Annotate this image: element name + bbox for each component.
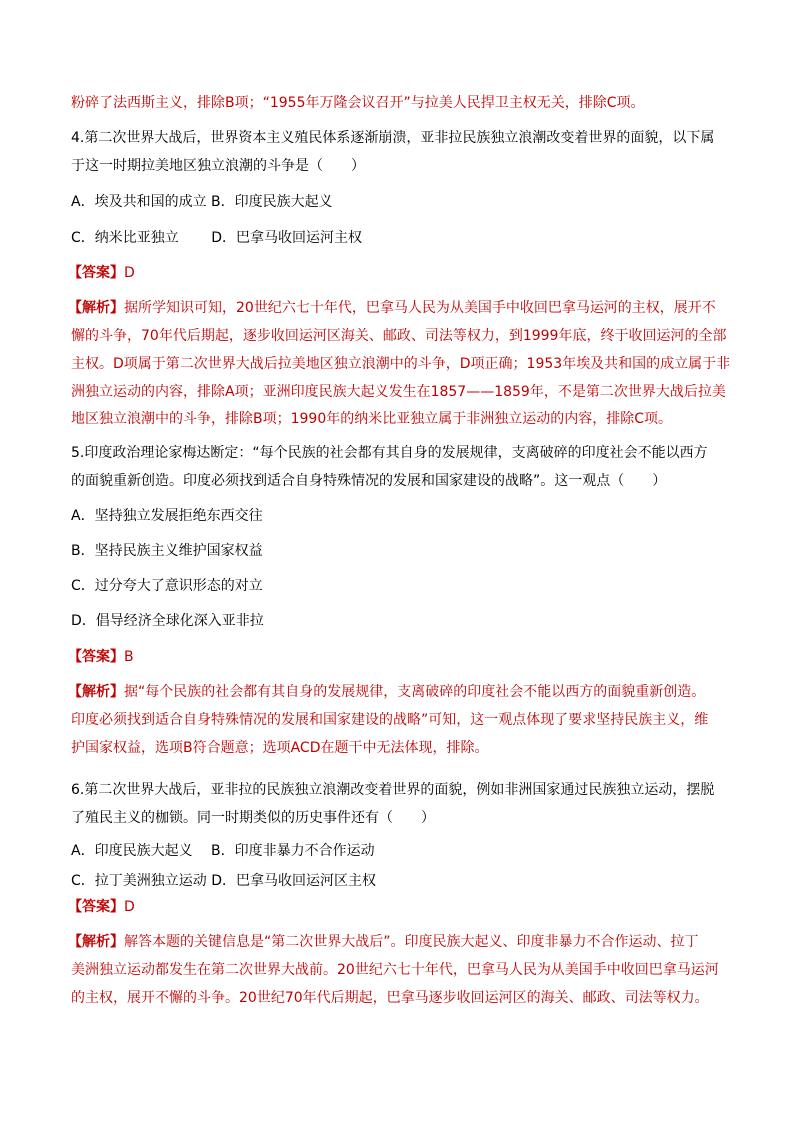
q6-answer xyxy=(68,897,135,917)
q5-option-a: A．坚持独立发展拒绝东西交往 xyxy=(71,508,263,524)
q4-analysis-line-5: 地区独立浪潮中的斗争，排除B项；1990年的纳米比亚独立属于非洲独立运动的内容，排除C项。 xyxy=(71,411,673,427)
q6-stem-line-2: 了殖民主义的枷锁。同一时期类似的历史事件还有（ ） xyxy=(71,810,435,826)
q5-analysis-line-2: 印度必须找到适合自身特殊情况的发展和国家建设的战略”可知，这一观点体现了要求坚持民族主义，维 xyxy=(71,712,709,728)
q5-analysis-line-3: 护国家权益，选项B符合题意；选项ACD在题干中无法体现，排除。 xyxy=(71,740,489,756)
q4-analysis-tag: 【解析】 xyxy=(68,300,124,316)
q6-answer-value: D xyxy=(124,899,135,915)
q4-analysis-line-1 xyxy=(68,298,716,318)
q6-options-ab: A．印度民族大起义 B．印度非暴力不合作运动 xyxy=(71,843,375,859)
q5-option-b: B．坚持民族主义维护国家权益 xyxy=(71,543,263,559)
q6-analysis-line-2: 美洲独立运动都发生在第二次世界大战前。20世纪六七十年代，巴拿马人民为从美国手中收回巴拿马运河 xyxy=(71,962,719,978)
q4-analysis-text-1: 据所学知识可知，20世纪六七十年代，巴拿马人民为从美国手中收回巴拿马运河的主权，展开不 xyxy=(124,300,716,316)
q4-answer xyxy=(68,263,135,283)
q4-answer-value: D xyxy=(124,265,135,281)
q4-answer-tag: 【答案】 xyxy=(68,265,124,281)
q4-stem-line-2: 于这一时期拉美地区独立浪潮的斗争是（ ） xyxy=(71,158,365,174)
prev-analysis-tail: 粉碎了法西斯主义，排除B项；“1955年万隆会议召开”与拉美人民捍卫主权无关，排除C项。 xyxy=(71,95,645,111)
q6-answer-tag: 【答案】 xyxy=(68,899,124,915)
q6-analysis-tag: 【解析】 xyxy=(68,934,124,950)
q6-analysis-text-1: 解答本题的关键信息是“第二次世界大战后”。印度民族大起义、印度非暴力不合作运动、拉丁 xyxy=(124,934,699,950)
q5-option-c: C．过分夸大了意识形态的对立 xyxy=(71,578,263,594)
q4-analysis-line-4: 洲独立运动的内容，排除A项；亚洲印度民族大起义发生在1857——1859年，不是第二次世界大战后拉美 xyxy=(71,384,726,400)
q6-options-cd: C．拉丁美洲独立运动 D．巴拿马收回运河区主权 xyxy=(71,873,377,889)
q5-analysis-tag: 【解析】 xyxy=(68,684,124,700)
q5-option-d: D．倡导经济全球化深入亚非拉 xyxy=(71,613,264,629)
q5-answer-tag: 【答案】 xyxy=(68,649,124,665)
q5-stem-line-1: 5.印度政治理论家梅达断定：“每个民族的社会都有其自身的发展规律，支离破碎的印度社会不能以西方 xyxy=(71,445,708,461)
q5-analysis-line-1 xyxy=(68,682,705,702)
q4-options-ab: A．埃及共和国的成立 B．印度民族大起义 xyxy=(71,194,333,210)
q5-answer xyxy=(68,647,134,667)
q4-analysis-line-3: 主权。D项属于第二次世界大战后拉美地区独立浪潮中的斗争，D项正确；1953年埃及共和国的成立属于非 xyxy=(71,356,731,372)
q6-analysis-line-1 xyxy=(68,932,699,952)
q4-analysis-line-2: 懈的斗争，70年代后期起，逐步收回运河区海关、邮政、司法等权力，到1999年底，终于收回运河的全部 xyxy=(71,328,727,344)
q4-stem-line-1: 4.第二次世界大战后，世界资本主义殖民体系逐渐崩溃，亚非拉民族独立浪潮改变着世界的面貌，以下属 xyxy=(71,130,715,146)
q6-stem-line-1: 6.第二次世界大战后，亚非拉的民族独立浪潮改变着世界的面貌，例如非洲国家通过民族独立运动，摆脱 xyxy=(71,782,715,798)
q5-answer-value: B xyxy=(124,649,134,665)
q4-options-cd: C．纳米比亚独立 D．巴拿马收回运河主权 xyxy=(71,230,363,246)
q5-stem-line-2: 的面貌重新创造。印度必须找到适合自身特殊情况的发展和国家建设的战略”。这一观点（ ） xyxy=(71,473,667,489)
q6-analysis-line-3: 的主权，展开不懈的斗争。20世纪70年代后期起，巴拿马逐步收回运河区的海关、邮政、司法等权力。 xyxy=(71,990,709,1006)
q5-analysis-text-1: 据“每个民族的社会都有其自身的发展规律，支离破碎的印度社会不能以西方的面貌重新创造。 xyxy=(124,684,706,700)
